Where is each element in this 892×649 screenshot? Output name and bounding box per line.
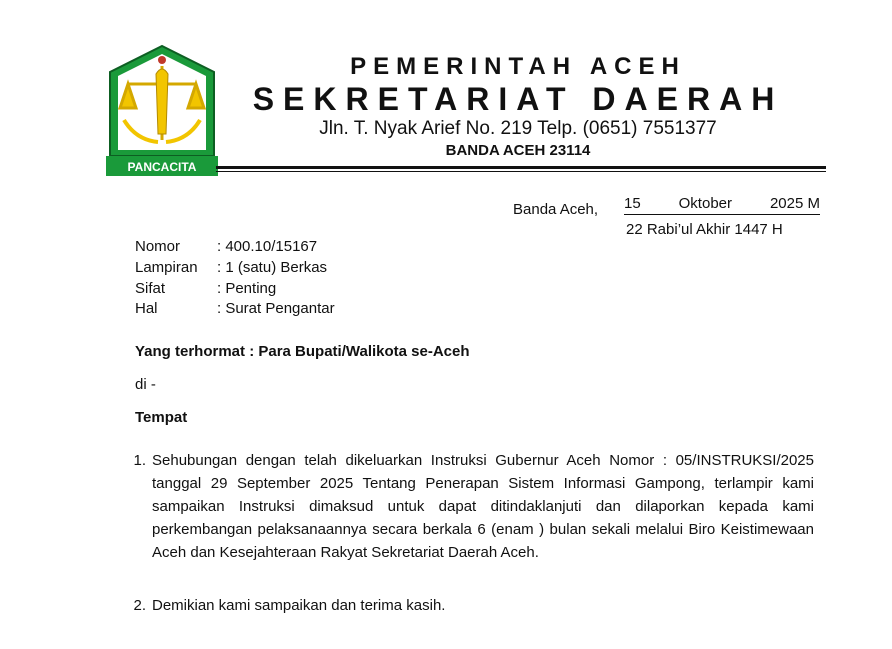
aceh-emblem-logo [106, 44, 218, 176]
body-item-2-number: 2. [133, 597, 146, 614]
date-city-label: Banda Aceh, [513, 201, 599, 218]
letterhead-city: BANDA ACEH 23114 [445, 142, 591, 159]
recipient-tempat: Tempat [135, 409, 188, 426]
meta-nomor-label: Nomor [135, 238, 181, 255]
emblem-banner-text: PANCACITA [127, 160, 197, 174]
meta-hal-label: Hal [135, 300, 158, 317]
date-month: Oktober [678, 195, 732, 212]
letterhead-rule-thin [216, 171, 826, 172]
letterhead-government: PEMERINTAH ACEH [350, 53, 686, 80]
body-item-1-number: 1. [133, 452, 146, 469]
meta-sifat-value: : Penting [217, 280, 277, 297]
meta-hal [135, 299, 335, 319]
recipient-line: Yang terhormat : Para Bupati/Walikota se-Aceh [135, 343, 470, 360]
letterhead-office: SEKRETARIAT DAERAH [252, 81, 784, 117]
meta-nomor [135, 237, 317, 257]
recipient-di: di - [135, 376, 156, 393]
rencong-icon [156, 69, 168, 134]
letterhead-rule-thick [216, 166, 826, 169]
body-item-2 [118, 594, 814, 617]
body-item-1-text: Sehubungan dengan telah dikeluarkan Instruksi Gubernur Aceh Nomor : 05/INSTRUKSI/2025 tanggal 29 September 2025 Tentang Penerapan Sistem Informasi Gampong, terlampir kami sampaikan Instruksi dimaksud untuk dapat ditindaklanjuti dan dilaporkan kepada kami perkembangan pelaksanaannya secara berkala 6 (enam ) bulan sekali melalui Biro Keistimewaan Aceh dan Kesejahteraan Rakyat Sekretariat Daerah Aceh. [152, 452, 814, 561]
meta-nomor-value: : 400.10/15167 [217, 238, 318, 255]
body-item-1 [118, 449, 814, 564]
meta-lampiran-value: : 1 (satu) Berkas [217, 259, 328, 276]
meta-lampiran-label: Lampiran [135, 259, 198, 276]
date-hijri: 22 Rabi’ul Akhir 1447 H [626, 221, 783, 238]
meta-sifat-label: Sifat [135, 280, 166, 297]
meta-hal-value: : Surat Pengantar [217, 300, 335, 317]
meta-lampiran [135, 258, 327, 278]
meta-sifat [135, 279, 276, 299]
date-year: 2025 M [769, 195, 820, 212]
date-day: 15 [624, 195, 641, 212]
letterhead-address: Jln. T. Nyak Arief No. 219 Telp. (0651) 7551377 [319, 118, 717, 139]
date-masehi [624, 194, 820, 215]
body-item-2-text: Demikian kami sampaikan dan terima kasih. [152, 597, 446, 614]
